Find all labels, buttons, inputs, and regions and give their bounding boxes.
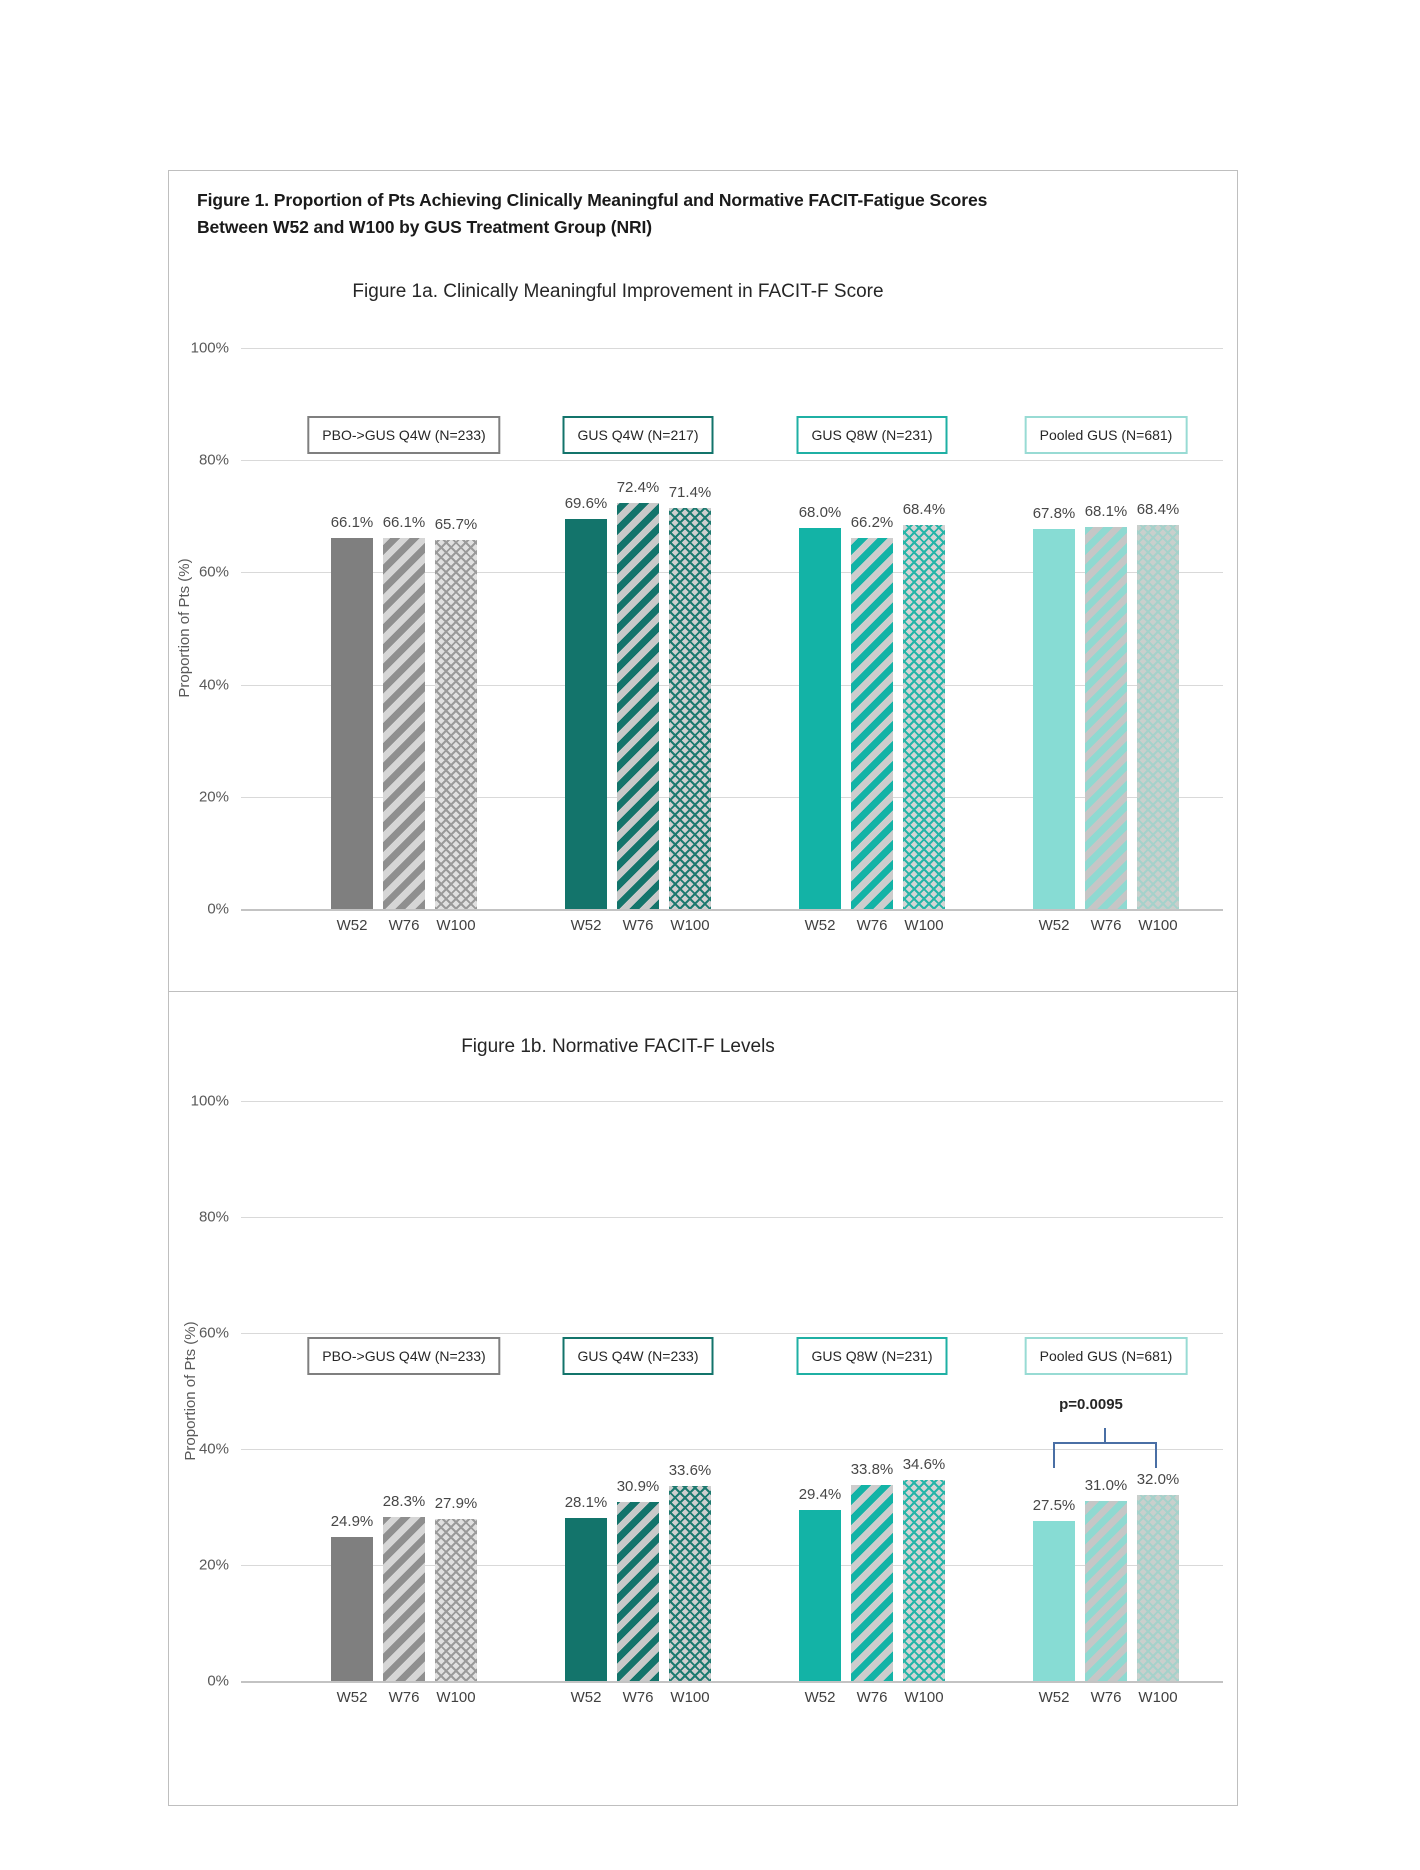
figure1b-panel <box>168 992 1238 1806</box>
bar-value-label: 34.6% <box>902 1456 946 1473</box>
bar-value-label: 65.7% <box>434 516 478 533</box>
bar-fig1a-lightteal-w76 <box>1085 527 1127 909</box>
y-tick-label-60: 60% <box>198 1324 229 1342</box>
gridline-100 <box>241 348 1223 349</box>
bar-value-label: 29.4% <box>798 1486 842 1503</box>
y-tick-label-20: 20% <box>198 1556 229 1574</box>
bar-value-label: 30.9% <box>616 1478 660 1495</box>
bar-value-label: 68.0% <box>798 504 842 521</box>
category-label: W76 <box>388 1689 420 1706</box>
chart1b-title: Figure 1b. Normative FACIT-F Levels <box>461 1036 775 1057</box>
y-tick-label-80: 80% <box>198 1208 229 1226</box>
bar-fig1b-lightteal-w52 <box>1033 1521 1075 1681</box>
bar-fig1a-teal-w76 <box>851 538 893 909</box>
bar-value-label: 66.1% <box>382 514 426 531</box>
bar-value-label: 24.9% <box>330 1513 374 1530</box>
category-label: W52 <box>1038 917 1070 934</box>
category-label: W100 <box>904 917 944 934</box>
legend-box-darkteal: GUS Q4W (N=233) <box>563 1337 714 1375</box>
bar-value-label: 71.4% <box>668 484 712 501</box>
category-label: W100 <box>1138 1689 1178 1706</box>
bar-fig1a-gray-w100 <box>435 540 477 909</box>
bar-fig1a-gray-w52 <box>331 538 373 909</box>
significance-bracket-icon <box>1053 1442 1157 1468</box>
bar-value-label: 68.1% <box>1084 503 1128 520</box>
legend-box-lightteal: Pooled GUS (N=681) <box>1025 416 1188 454</box>
figure1a-panel <box>168 170 1238 992</box>
category-label: W52 <box>570 1689 602 1706</box>
legend-box-darkteal: GUS Q4W (N=217) <box>563 416 714 454</box>
gridline-0 <box>241 909 1223 911</box>
p-value-annotation: p=0.0095 <box>1059 1396 1123 1413</box>
category-label: W76 <box>622 1689 654 1706</box>
bar-value-label: 33.6% <box>668 1462 712 1479</box>
y-tick-label-20: 20% <box>198 788 229 806</box>
bar-fig1a-teal-w100 <box>903 525 945 909</box>
bar-value-label: 33.8% <box>850 1461 894 1478</box>
category-label: W52 <box>336 917 368 934</box>
category-label: W100 <box>436 917 476 934</box>
y-tick-label-0: 0% <box>207 900 229 918</box>
category-label: W76 <box>1090 917 1122 934</box>
legend-box-lightteal: Pooled GUS (N=681) <box>1025 1337 1188 1375</box>
y-tick-label-80: 80% <box>198 451 229 469</box>
legend-box-gray: PBO->GUS Q4W (N=233) <box>307 416 500 454</box>
gridline-80 <box>241 1217 1223 1218</box>
bar-fig1b-teal-w52 <box>799 1510 841 1681</box>
bar-value-label: 32.0% <box>1136 1471 1180 1488</box>
bar-fig1b-darkteal-w76 <box>617 1502 659 1681</box>
bar-fig1b-lightteal-w76 <box>1085 1501 1127 1681</box>
category-label: W76 <box>622 917 654 934</box>
gridline-100 <box>241 1101 1223 1102</box>
legend-box-teal: GUS Q8W (N=231) <box>797 416 948 454</box>
bar-fig1a-gray-w76 <box>383 538 425 909</box>
bar-value-label: 67.8% <box>1032 505 1076 522</box>
bar-fig1a-teal-w52 <box>799 528 841 909</box>
bar-fig1a-darkteal-w52 <box>565 519 607 909</box>
y-tick-label-0: 0% <box>207 1672 229 1690</box>
bar-value-label: 66.1% <box>330 514 374 531</box>
bar-fig1b-lightteal-w100 <box>1137 1495 1179 1681</box>
category-label: W100 <box>436 1689 476 1706</box>
bar-fig1a-darkteal-w76 <box>617 503 659 909</box>
y-tick-label-40: 40% <box>198 676 229 694</box>
gridline-0 <box>241 1681 1223 1683</box>
bar-fig1a-lightteal-w100 <box>1137 525 1179 909</box>
bar-value-label: 28.3% <box>382 1493 426 1510</box>
bar-value-label: 68.4% <box>902 501 946 518</box>
bar-fig1b-darkteal-w52 <box>565 1518 607 1681</box>
bar-value-label: 28.1% <box>564 1494 608 1511</box>
bar-value-label: 27.9% <box>434 1495 478 1512</box>
bar-fig1b-gray-w100 <box>435 1519 477 1681</box>
category-label: W52 <box>804 1689 836 1706</box>
figure-title-line1: Figure 1. Proportion of Pts Achieving Clinically Meaningful and Normative FACIT-Fatigue Scores <box>197 190 988 210</box>
category-label: W76 <box>856 917 888 934</box>
legend-box-gray: PBO->GUS Q4W (N=233) <box>307 1337 500 1375</box>
legend-box-teal: GUS Q8W (N=231) <box>797 1337 948 1375</box>
bar-fig1a-darkteal-w100 <box>669 508 711 909</box>
chart1b-y-axis-title: Proportion of Pts (%) <box>182 1321 199 1461</box>
bar-value-label: 69.6% <box>564 495 608 512</box>
bar-value-label: 66.2% <box>850 514 894 531</box>
bar-value-label: 68.4% <box>1136 501 1180 518</box>
category-label: W52 <box>1038 1689 1070 1706</box>
bar-fig1b-teal-w100 <box>903 1480 945 1681</box>
bar-value-label: 72.4% <box>616 479 660 496</box>
category-label: W52 <box>804 917 836 934</box>
category-label: W52 <box>570 917 602 934</box>
category-label: W76 <box>1090 1689 1122 1706</box>
figure-title-line2: Between W52 and W100 by GUS Treatment Group (NRI) <box>197 217 653 238</box>
bar-value-label: 27.5% <box>1032 1497 1076 1514</box>
significance-bracket-tick-icon <box>1104 1428 1106 1443</box>
chart1a-title: Figure 1a. Clinically Meaningful Improvement in FACIT-F Score <box>352 281 884 302</box>
figure-title <box>197 187 1057 241</box>
category-label: W100 <box>904 1689 944 1706</box>
y-tick-label-100: 100% <box>190 1092 229 1110</box>
chart1a-y-axis-title: Proportion of Pts (%) <box>176 558 193 698</box>
bar-fig1b-gray-w52 <box>331 1537 373 1681</box>
category-label: W52 <box>336 1689 368 1706</box>
category-label: W76 <box>856 1689 888 1706</box>
category-label: W100 <box>670 917 710 934</box>
bar-fig1a-lightteal-w52 <box>1033 529 1075 909</box>
gridline-80 <box>241 460 1223 461</box>
category-label: W76 <box>388 917 420 934</box>
bar-fig1b-teal-w76 <box>851 1485 893 1681</box>
gridline-60 <box>241 1333 1223 1334</box>
y-tick-label-40: 40% <box>198 1440 229 1458</box>
category-label: W100 <box>1138 917 1178 934</box>
y-tick-label-60: 60% <box>198 563 229 581</box>
bar-fig1b-gray-w76 <box>383 1517 425 1681</box>
y-tick-label-100: 100% <box>190 339 229 357</box>
bar-fig1b-darkteal-w100 <box>669 1486 711 1681</box>
category-label: W100 <box>670 1689 710 1706</box>
bar-value-label: 31.0% <box>1084 1477 1128 1494</box>
